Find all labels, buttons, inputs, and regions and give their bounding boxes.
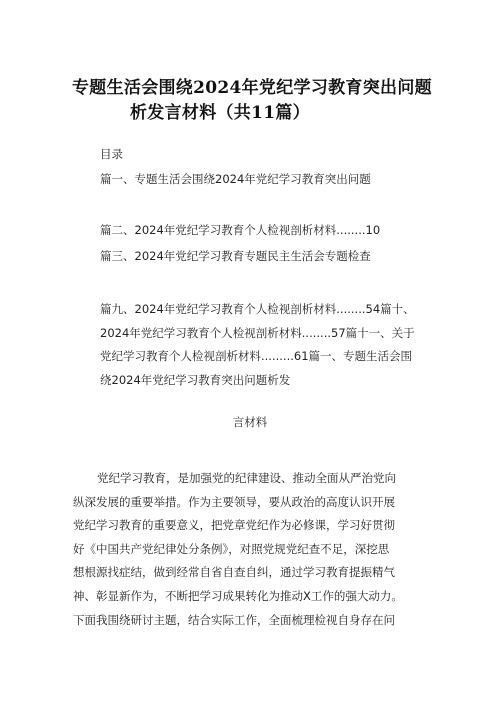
toc-label: 目录 <box>100 147 123 161</box>
document-title <box>72 76 442 126</box>
body-line: 想根源找症结，做到经常自省自查自纠，通过学习教育提振精气 <box>73 565 395 580</box>
toc-run-on-line: 绕2024年党纪学习教育突出问题析发 <box>100 372 291 387</box>
toc-run-on-paragraph <box>100 298 415 392</box>
body-paragraph <box>73 467 403 632</box>
title-line-2: 析发言材料（共11篇） <box>130 103 310 123</box>
body-line: 神、彰显新作为，不断把学习成果转化为推动X工作的强大动力。 <box>73 588 403 603</box>
body-line: 党纪学习教育的重要意义，把党章党纪作为必修课，学习好贯彻 <box>73 518 395 533</box>
toc-run-on-line: 党纪学习教育个人检视剖析材料.........61篇一、专题生活会围 <box>100 349 413 363</box>
toc-entry: 篇三、2024年党纪学习教育专题民主生活会专题检查 <box>100 249 371 263</box>
toc-entry: 篇一、专题生活会围绕2024年党纪学习教育突出问题 <box>100 172 371 186</box>
body-line: 好《中国共产党纪律处分条例》，对照党规党纪查不足，深挖思 <box>73 541 390 556</box>
toc-run-on-line: 2024年党纪学习教育个人检视剖析材料........57篇十一、关于 <box>100 325 415 340</box>
body-line: 党纪学习教育，是加强党的纪律建设、推动全面从严治党向 <box>97 471 396 485</box>
title-line-1: 专题生活会围绕2024年党纪学习教育突出问题 <box>72 78 432 98</box>
toc-entry: 篇二、2024年党纪学习教育个人检视剖析材料........10 <box>100 223 381 237</box>
toc-run-on-line: 篇九、2024年党纪学习教育个人检视剖析材料........54篇十、 <box>100 302 415 316</box>
body-line: 下面我围绕研讨主题，结合实际工作，全面梳理检视自身存在问 <box>73 612 395 627</box>
section-heading: 言材料 <box>232 415 268 429</box>
body-line: 纵深发展的重要举措。作为主要领导，要从政治的高度认识开展 <box>73 494 395 509</box>
